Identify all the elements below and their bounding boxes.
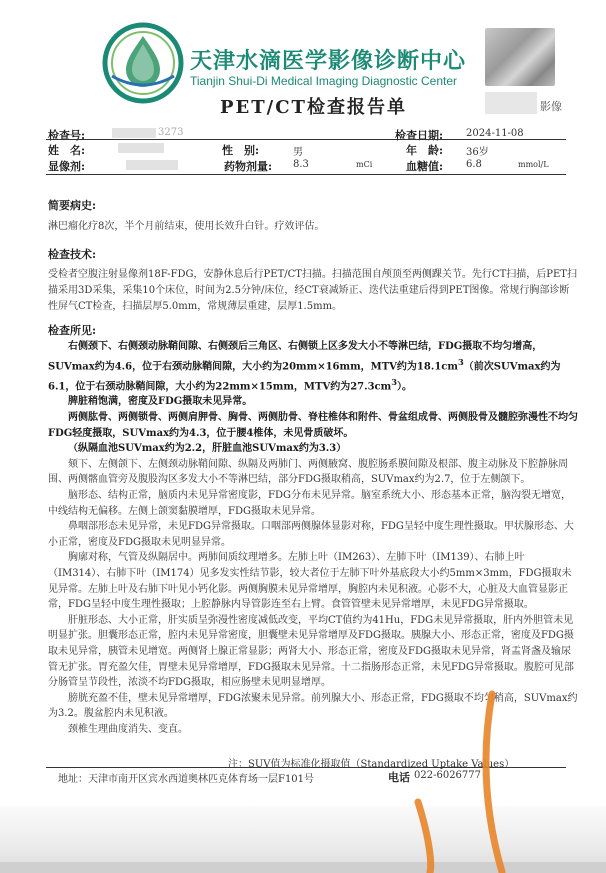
sex-label: 性 别: [222, 144, 260, 157]
finding-spine: 颈椎生理曲度消失、变直。 [68, 723, 188, 735]
age-label: 年 龄: [406, 144, 444, 157]
findings-title: 检查所见: [48, 324, 97, 337]
center-name-en: Tianjin Shui-Di Medical Imaging Diagnostic Center [190, 74, 458, 88]
finding-abdomen: 肝脏形态、大小正常，肝实质呈弥漫性密度减低改变，平均CT值约为41Hu，FDG未见异常摄取，肝内外胆管未见明显扩张。胆囊形态正常，腔内未见异常密度，胆囊壁未见异常增厚及FDG摄取。胰腺大小、形态正常，密度及FDG摄取未见异常，胰管未见增宽。两侧肾上腺正常显影；两肾大小、形态正常，密度及FDG摄取未见异常，肾盂肾盏及输尿管无扩张。胃充盈欠佳，胃壁未见异常增厚，FDG摄取未见异常。十二指肠形态正常，未见FDG异常摄取。腹腔可见部分肠管呈节段性，浓淡不均FDG摄取，相应肠壁未见明显增厚。 [48, 614, 574, 689]
glucose-value: 6.8 [466, 159, 482, 170]
glucose-label: 血糖值: [406, 160, 444, 173]
glucose-unit: mmol/L [518, 160, 549, 169]
exam-no-visible: 3273 [158, 127, 184, 138]
finding-bone: 两侧肱骨、两侧锁骨、两侧肩胛骨、胸骨、两侧肋骨、脊柱椎体和附件、骨盆组成骨、两侧股骨及髓腔弥漫性不均匀FDG轻度摄取，SUVmax约为4.3，位于腰4椎体，未见骨质破坏。 [48, 412, 578, 439]
history-title: 简要病史: [48, 199, 97, 212]
finding-brain: 脑形态、结构正常，脑质内未见异常密度影，FDG分布未见异常。脑室系统大小、形态基本正常，脑沟裂无增宽，中线结构无偏移。左侧上颌窦黏膜增厚，FDG摄取未见异常。 [48, 490, 571, 517]
dose-label: 药物剂量: [224, 160, 273, 173]
dose-value: 8.3 [293, 159, 309, 170]
redacted-name [118, 143, 164, 153]
finding-pelvis: 膀胱充盈不佳，壁未见异常增厚，FDG浓聚未见异常。前列腺大小、形态正常，FDG摄取不均匀稍高，SUVmax约为3.2。腹盆腔内未见积液。 [48, 692, 578, 720]
redacted-qr-code [485, 28, 555, 86]
technique-title: 检查技术: [48, 248, 97, 261]
findings-body [48, 339, 580, 738]
history-text: 淋巴瘤化疗8次，半个月前结束，使用长效升白针。疗效评估。 [48, 221, 325, 232]
finding-chest: 胸廓对称，气管及纵隔居中。两肺间质纹理增多。左肺上叶（IM263）、左肺下叶（IM139）、右肺上叶（IM314）、右肺下叶（IM174）见多发实性结节影，较大者位于左肺下叶外基底段大小约5mm×3mm，FDG摄取未见异常。左肺上叶及右肺下叶见小钙化影。两侧胸膜未见异常增厚，胸腔内未见积液。心影不大，心脏及大血管显影正常，FDG呈轻中度生理性摄取；上腔静脉内导管影连至右上臂。食管管壁未见异常增厚，未见FDG异常摄取。 [48, 552, 572, 611]
name-label: 姓 名: [48, 144, 86, 157]
divider-info [46, 174, 566, 175]
dept-suffix: 影像 [540, 100, 562, 113]
redacted-dept [485, 92, 537, 114]
redacted-exam-no [112, 128, 156, 138]
finding-blood-pool: （纵隔血池SUVmax约为2.2，肝脏血池SUVmax约为3.3） [68, 443, 347, 455]
dose-unit: mCi [356, 160, 373, 169]
finding-other-nodes: 颏下、左侧颌下、左侧颈动脉鞘间隙、纵隔及两肺门、两侧腋窝、腹腔肠系膜间隙及根部、腹主动脉及下腔静脉周围、两侧髂血管旁及腹股沟区多发大小不等淋巴结，部分FDG摄取稍高，SUVmax约为2.7，位于左侧颌下。 [48, 458, 568, 486]
exam-no-label: 检查号: [48, 129, 86, 142]
finding-spleen: 脾脏稍饱满，密度及FDG摄取未见异常。 [68, 396, 253, 408]
report-title: PET/CT检查报告单 [220, 97, 407, 118]
phone-label: 电话 [388, 771, 410, 784]
center-logo [102, 22, 184, 104]
suv-note: 注：SUV值为标准化摄取值（Standardized Uptake Values） [228, 759, 515, 770]
technique-text: 受检者空腹注射显像剂18F-FDG，安静休息后行PET/CT扫描。扫描范围自颅顶至两侧踝关节。先行CT扫描，后PET扫描采用3D采集，采集10个床位，时间为2.5分钟/床位，经CT衰减矫正、迭代法重建后得到PET图像。常规行胸部诊断性屏气CT检查，扫描层厚5.0mm，常规薄层重建，层厚1.5mm。 [48, 269, 577, 312]
finding-nasopharynx: 鼻咽部形态未见异常，未见FDG异常摄取。口咽部两侧腺体显影对称，FDG呈轻中度生理性摄取。甲状腺形态、大小正常，密度及FDG摄取未见明显异常。 [48, 521, 574, 548]
sex-value: 男 [293, 147, 303, 158]
address: 地址：天津市南开区宾水西道奥林匹克体育场一层F101号 [58, 774, 315, 785]
exam-date-label: 检查日期: [395, 129, 444, 142]
redacted-agent [126, 160, 178, 170]
exam-date: 2024-11-08 [466, 128, 524, 139]
phone-number: 022-6026777 [414, 770, 482, 781]
divider-top [46, 139, 566, 140]
age-value: 36岁 [466, 147, 489, 158]
marker-strokes [400, 690, 540, 873]
agent-label: 显像剂: [48, 160, 86, 173]
center-name-cn: 天津水滴医学影像诊断中心 [190, 49, 467, 74]
finding-neck-nodes: 右侧颈下、右侧颈动脉鞘间隙、右侧颈后三角区、右侧锁上区多发大小不等淋巴结，FDG摄取不均匀增高，SUVmax约为4.6，位于右颈动脉鞘间隙，大小约为20mm×16mm，MTV约为$18.1cm^3$（前次SUVmax约为6.1，位于右颈动脉鞘间隙，大小约为22mm×15mm，MTV约为$27.3cm^3$）。 [48, 341, 561, 392]
